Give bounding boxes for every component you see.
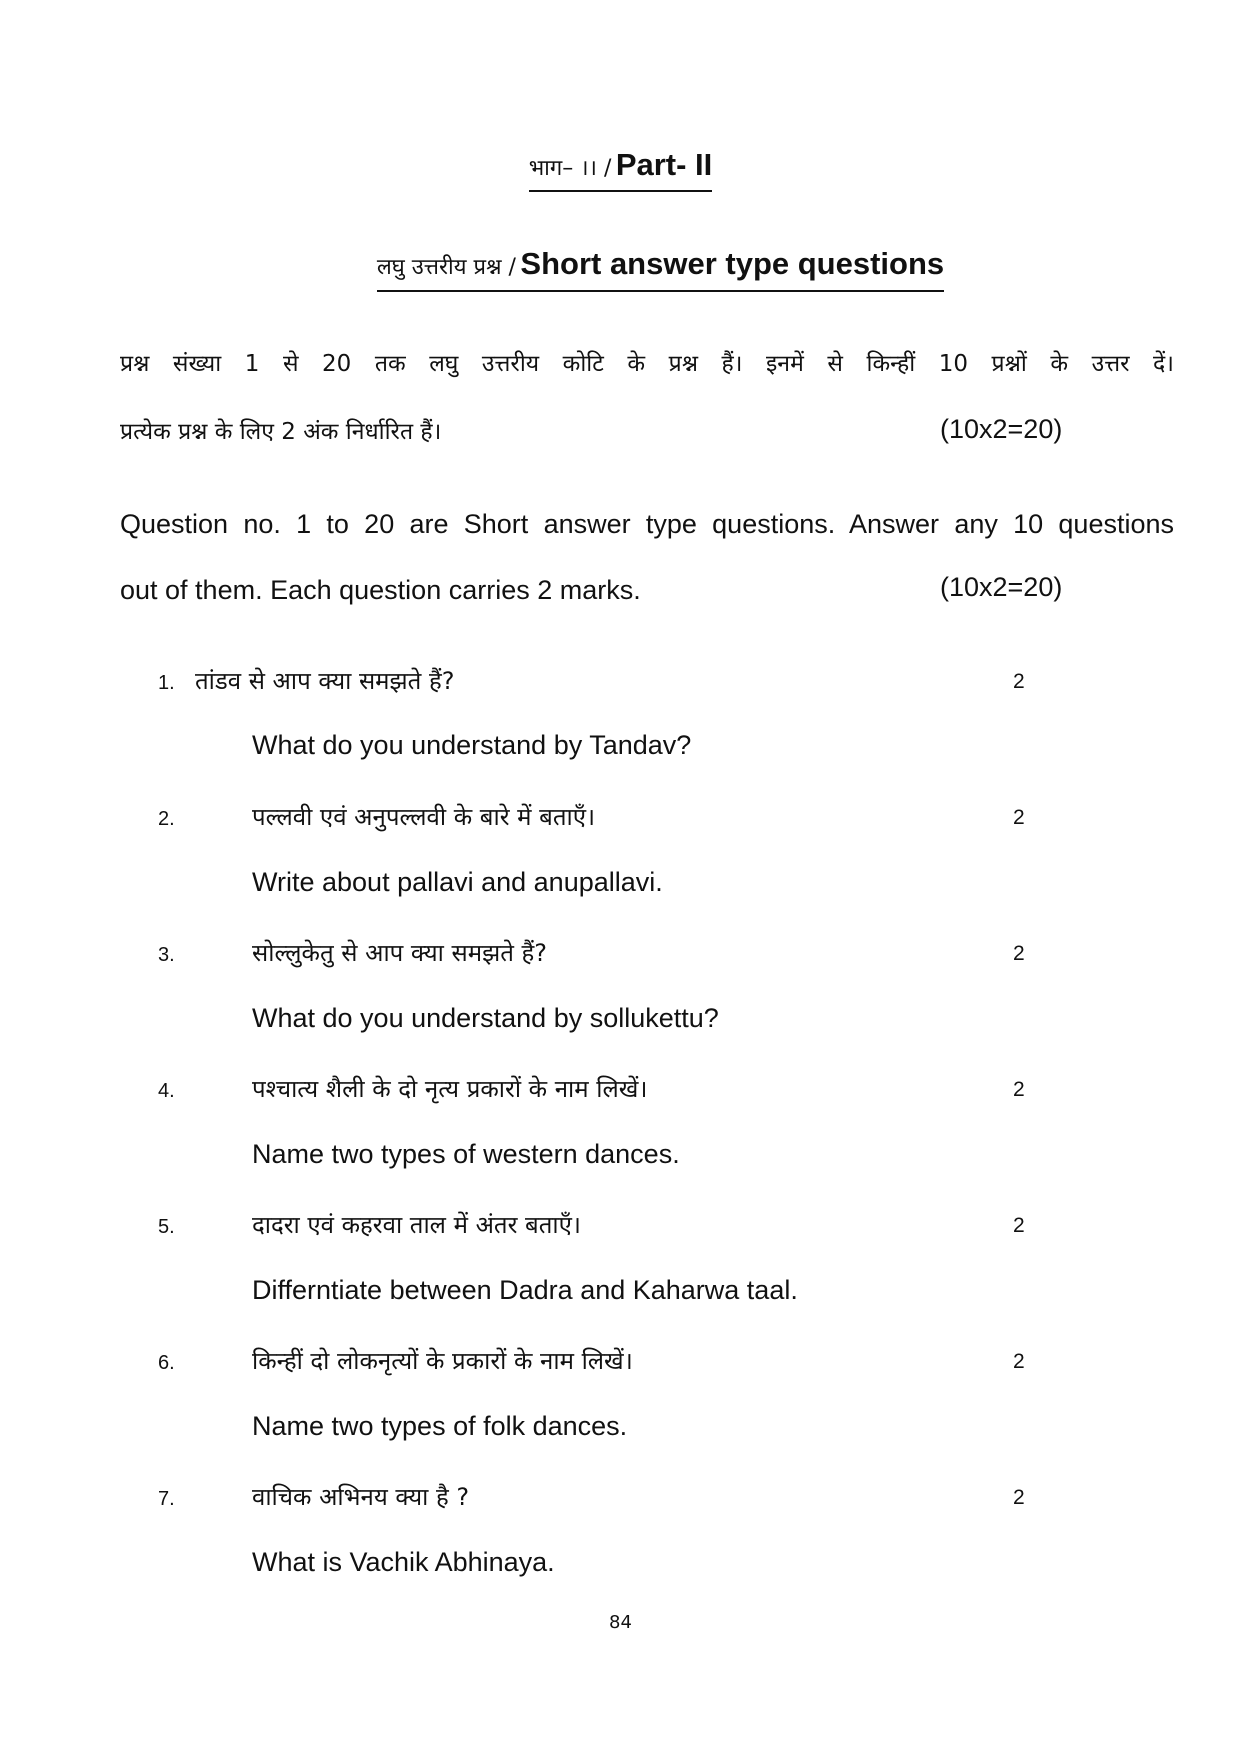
instructions-hindi-line2: प्रत्येक प्रश्न के लिए 2 अंक निर्धारित हैं। [120,419,442,445]
question-marks: 2 [1013,670,1025,693]
part-heading-slash: / [603,156,612,181]
question-hindi: पश्चात्य शैली के दो नृत्य प्रकारों के नाम लिखें। [252,1075,648,1103]
part-heading-hindi: भाग– ।। [528,156,604,181]
question-number: 2. [158,808,175,830]
question-marks: 2 [1013,1214,1025,1237]
question-english: Write about pallavi and anupallavi. [252,867,663,897]
question-english: Name two types of folk dances. [252,1411,628,1441]
question-number: 6. [158,1352,175,1374]
part-heading [0,148,1241,192]
instructions-english-line2: out of them. Each question carries 2 marks. [120,575,641,605]
question-english: What do you understand by Tandav? [252,730,692,760]
question-number: 3. [158,944,175,966]
question-number: 4. [158,1080,175,1102]
instructions-english-line1: Question no. 1 to 20 are Short answer type questions. Answer any 10 questions [120,509,1174,539]
question-hindi: वाचिक अभिनय क्या है ? [252,1483,470,1511]
question-row [0,1480,1241,1520]
question-english: Name two types of western dances. [252,1139,680,1169]
section-heading-english: Short answer type questions [520,246,945,281]
question-number: 5. [158,1216,175,1238]
question-marks: 2 [1013,1350,1025,1373]
question-row [0,1344,1241,1384]
question-row [0,664,1241,704]
instructions-hindi-line1: प्रश्न संख्या 1 से 20 तक लघु उत्तरीय कोटि के प्रश्न हैं। इनमें से किन्हीं 10 प्रश्नों के उत्तर दें। [120,351,1174,377]
question-row [0,936,1241,976]
part-heading-english: Part- II [615,147,713,182]
section-heading-slash: / [508,255,516,280]
section-heading-hindi: लघु उत्तरीय प्रश्न [376,255,509,280]
question-hindi: दादरा एवं कहरवा ताल में अंतर बताएँ। [252,1211,581,1239]
question-row [0,1208,1241,1248]
question-hindi: तांडव से आप क्या समझते हैं? [195,667,455,695]
instructions-english-marks: (10x2=20) [940,572,1063,602]
question-row [0,800,1241,840]
page-number: 84 [609,1612,632,1633]
question-marks: 2 [1013,806,1025,829]
question-english: What is Vachik Abhinaya. [252,1547,555,1577]
question-hindi: किन्हीं दो लोकनृत्यों के प्रकारों के नाम लिखें। [252,1347,633,1375]
question-marks: 2 [1013,942,1025,965]
question-hindi: पल्लवी एवं अनुपल्लवी के बारे में बताएँ। [252,803,596,831]
question-row [0,1072,1241,1112]
question-number: 1. [158,672,175,694]
instructions-hindi-marks: (10x2=20) [940,414,1063,444]
question-hindi: सोल्लुकेतु से आप क्या समझते हैं? [252,939,548,967]
section-heading [0,246,1241,292]
question-number: 7. [158,1488,175,1510]
question-english: Differntiate between Dadra and Kaharwa taal. [252,1275,798,1305]
question-english: What do you understand by sollukettu? [252,1003,719,1033]
question-marks: 2 [1013,1078,1025,1101]
question-marks: 2 [1013,1486,1025,1509]
